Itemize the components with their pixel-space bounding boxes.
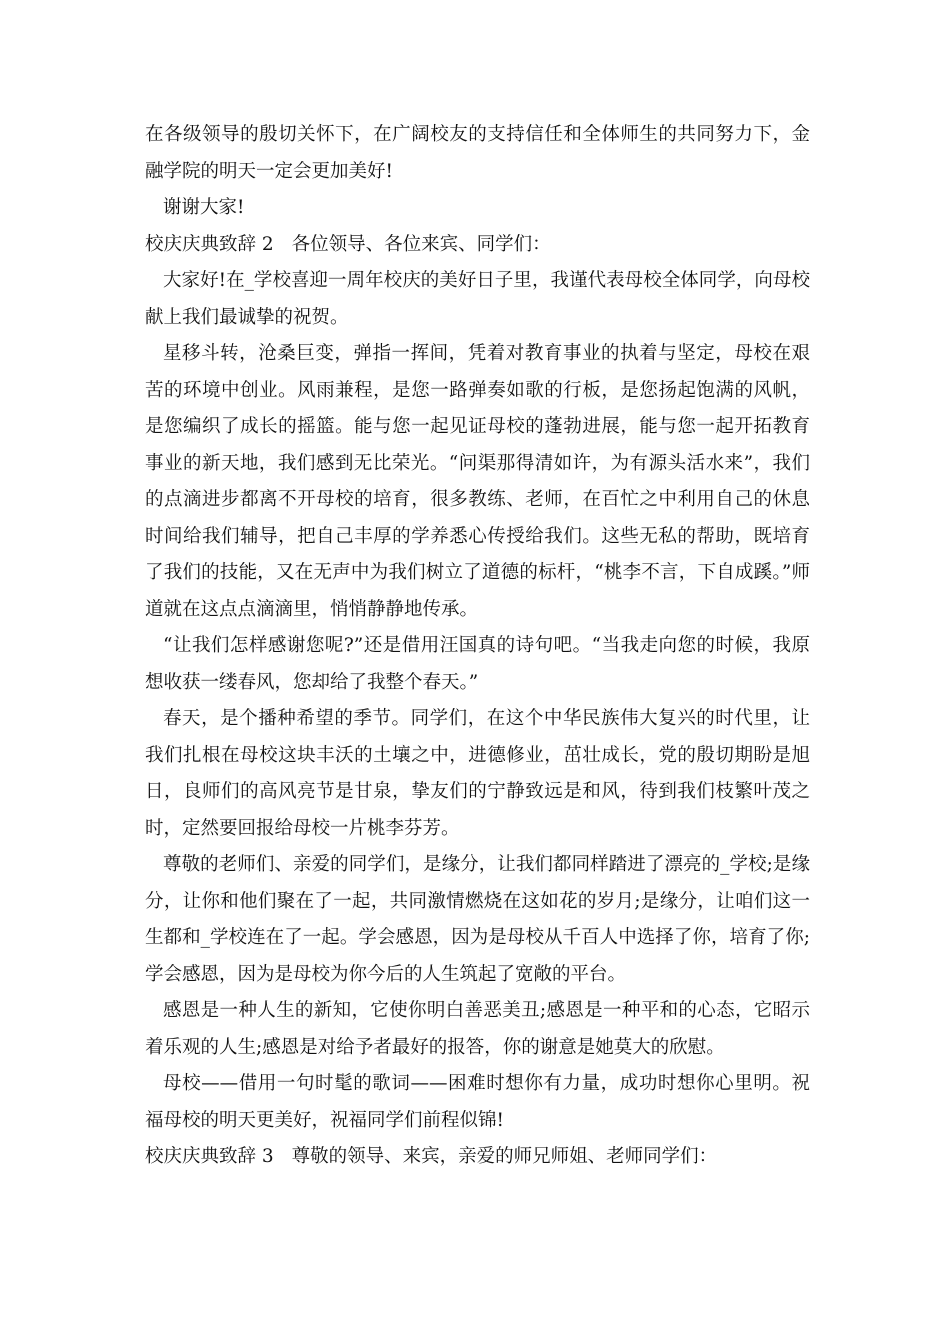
paragraph-closing-wish: 在各级领导的殷切关怀下，在广阔校友的支持信任和全体师生的共同努力下，金融学院的明天一定会更加美好! bbox=[145, 124, 810, 182]
speech-title: 校庆庆典致辞 3 bbox=[145, 1146, 274, 1167]
speech-salutation: 各位领导、各位来宾、同学们： bbox=[291, 233, 551, 255]
paragraph-fate: 尊敬的老师们、亲爱的同学们，是缘分，让我们都同样踏进了漂亮的_学校;是缘分，让你和他们聚在了一起，共同激情燃烧在这如花的岁月;是缘分，让咱们这一生都和_学校连在了一起。学会感恩，因为是母校从千百人中选择了你，培育了你;学会感恩，因为是母校为你今后的人生筑起了宽敞的平台。 bbox=[145, 854, 810, 985]
paragraph-gratitude: 感恩是一种人生的新知，它使你明白善恶美丑;感恩是一种平和的心态，它昭示着乐观的人生;感恩是对给予者最好的报答，你的谢意是她莫大的欣慰。 bbox=[145, 1000, 810, 1058]
speech-salutation: 尊敬的领导、来宾，亲爱的师兄师姐、老师同学们： bbox=[291, 1146, 718, 1167]
speech-title: 校庆庆典致辞 2 bbox=[145, 233, 274, 255]
paragraph-thanks: 谢谢大家! bbox=[163, 197, 245, 218]
speech-heading-2 bbox=[145, 227, 810, 264]
paragraph-blessing: 母校——借用一句时髦的歌词——困难时想你有力量，成功时想你心里明。祝福母校的明天更美好，祝福同学们前程似锦! bbox=[145, 1073, 810, 1131]
speech-heading-3 bbox=[145, 1139, 810, 1176]
paragraph-history: 星移斗转，沧桑巨变，弹指一挥间，凭着对教育事业的执着与坚定，母校在艰苦的环境中创业。风雨兼程，是您一路弹奏如歌的行板，是您扬起饱满的风帆，是您编织了成长的摇篮。能与您一起见证母校的蓬勃进展，能与您一起开拓教育事业的新天地，我们感到无比荣光。“问渠那得清如许，为有源头活水来”，我们的点滴进步都离不开母校的培育，很多教练、老师，在百忙之中利用自己的休息时间给我们辅导，把自己丰厚的学养悉心传授给我们。这些无私的帮助，既培育了我们的技能，又在无声中为我们树立了道德的标杆，“桃李不言，下自成蹊。”师道就在这点点滴滴里，悄悄静静地传承。 bbox=[145, 343, 810, 620]
paragraph-greeting: 大家好!在_学校喜迎一周年校庆的美好日子里，我谨代表母校全体同学，向母校献上我们最诚挚的祝贺。 bbox=[145, 270, 810, 328]
document-body bbox=[145, 117, 810, 1176]
paragraph-spring: 春天，是个播种希望的季节。同学们，在这个中华民族伟大复兴的时代里，让我们扎根在母校这块丰沃的土壤之中，进德修业，茁壮成长，党的殷切期盼是旭日，良师们的高风亮节是甘泉，挚友们的宁静致远是和风，待到我们枝繁叶茂之时，定然要回报给母校一片桃李芬芳。 bbox=[145, 708, 810, 839]
paragraph-poem: “让我们怎样感谢您呢?”还是借用汪国真的诗句吧。“当我走向您的时候，我原想收获一缕春风，您却给了我整个春天。” bbox=[145, 635, 810, 693]
